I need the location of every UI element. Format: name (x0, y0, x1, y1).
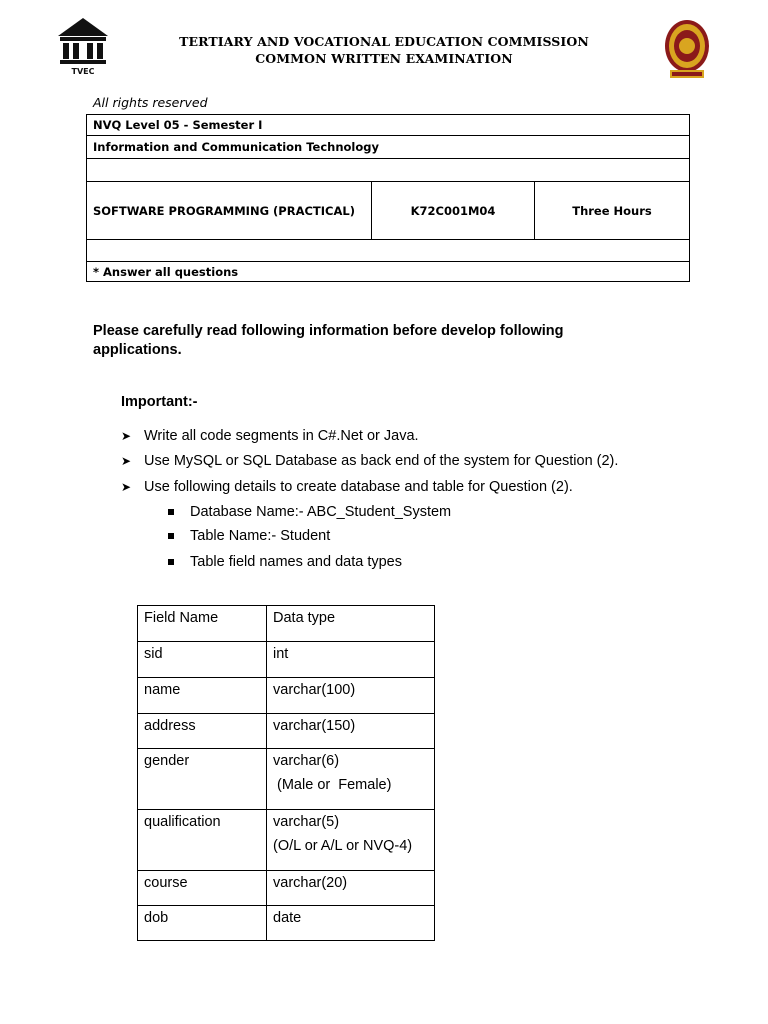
square-bullet-icon (168, 533, 174, 539)
arrow-bullet-icon: ➤ (121, 454, 132, 468)
data-type-cell: varchar(20) (267, 871, 435, 906)
table-row (138, 810, 435, 871)
data-type-cell: varchar(150) (267, 714, 435, 749)
tvec-logo (54, 16, 112, 76)
data-type-cell: int (267, 642, 435, 678)
sub-bullet-item (168, 554, 402, 570)
bullet-item (121, 428, 419, 444)
table-row (138, 871, 435, 906)
sub-bullet-text: Table field names and data types (190, 554, 402, 570)
important-heading: Important:- (121, 394, 198, 410)
rights-notice: All rights reserved (93, 95, 208, 110)
table-row (138, 906, 435, 941)
bullet-text: Use following details to create database and table for Question (2). (144, 479, 573, 495)
field-name-cell: dob (138, 906, 267, 941)
field-name-cell: gender (138, 749, 267, 810)
table-row (138, 678, 435, 714)
duration-cell: Three Hours (535, 182, 690, 240)
table-row (138, 714, 435, 749)
data-type-note: (Male or Female) (273, 777, 392, 793)
exam-info-table (86, 114, 690, 282)
field-name-cell: course (138, 871, 267, 906)
header-data-type: Data type (267, 606, 435, 642)
data-type-cell: varchar(100) (267, 678, 435, 714)
title-line-1: TERTIARY AND VOCATIONAL EDUCATION COMMISSION (179, 34, 589, 49)
bullet-text: Write all code segments in C#.Net or Java. (144, 428, 419, 444)
level-cell: NVQ Level 05 - Semester I (87, 115, 690, 136)
bullet-item (121, 453, 618, 469)
table-row (138, 749, 435, 810)
bullet-text: Use MySQL or SQL Database as back end of the system for Question (2). (144, 453, 619, 469)
square-bullet-icon (168, 559, 174, 565)
intro-text: Please carefully read following information before develop following applications. (93, 323, 564, 358)
sub-bullet-item (168, 504, 451, 520)
data-type-cell (267, 810, 435, 871)
header-field-name: Field Name (138, 606, 267, 642)
arrow-bullet-icon: ➤ (121, 429, 132, 443)
title-line-2: COMMON WRITTEN EXAMINATION (255, 51, 513, 66)
arrow-bullet-icon: ➤ (121, 480, 132, 494)
data-type-text: varchar(5) (273, 814, 340, 830)
field-name-cell: address (138, 714, 267, 749)
data-type-cell: date (267, 906, 435, 941)
table-row (138, 642, 435, 678)
emblem-icon (662, 16, 712, 80)
square-bullet-icon (168, 509, 174, 515)
sub-bullet-text: Database Name:- ABC_Student_System (190, 504, 452, 520)
bullet-item (121, 479, 573, 495)
sub-bullet-text: Table Name:- Student (190, 528, 331, 544)
data-type-cell (267, 749, 435, 810)
field-name-cell: qualification (138, 810, 267, 871)
instruction-cell: * Answer all questions (87, 262, 690, 282)
empty-cell (87, 240, 690, 262)
tvec-logo-text: TVEC (71, 67, 95, 76)
empty-cell (87, 159, 690, 182)
field-name-cell: sid (138, 642, 267, 678)
sub-bullet-item (168, 528, 330, 544)
data-type-text: varchar(6) (273, 753, 340, 769)
code-cell: K72C001M04 (372, 182, 535, 240)
field-types-table (137, 605, 435, 941)
data-type-note: (O/L or A/L or NVQ-4) (273, 838, 413, 854)
module-cell: SOFTWARE PROGRAMMING (PRACTICAL) (87, 182, 372, 240)
field-name-cell: name (138, 678, 267, 714)
subject-cell: Information and Communication Technology (87, 136, 690, 159)
